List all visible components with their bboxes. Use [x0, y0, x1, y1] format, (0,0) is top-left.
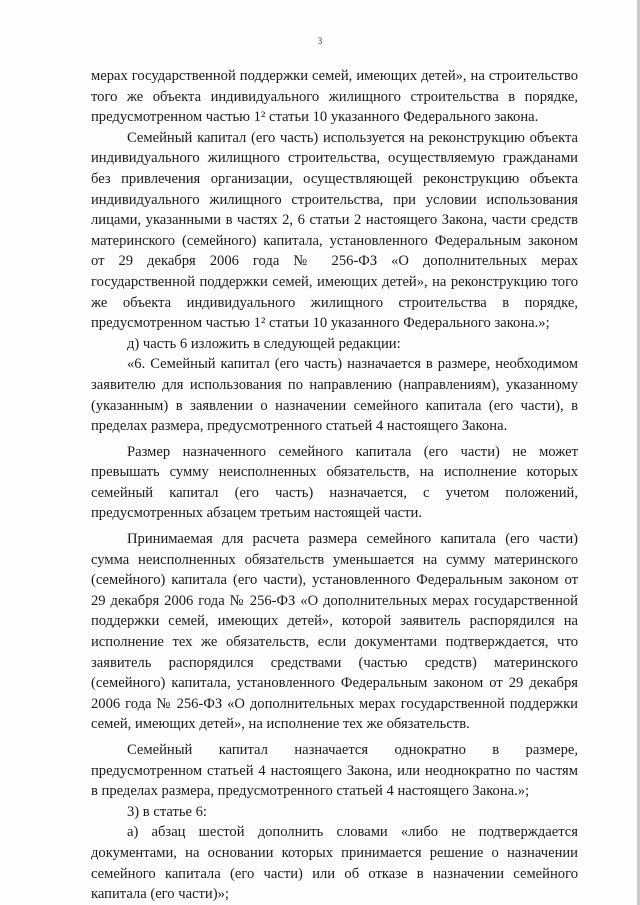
paragraph-reconstruction: Семейный капитал (его часть) используется на реконструкцию объекта индивидуального жилищного строительства, осуществляемую гражданами без привлечения организации, осуществляющей реконструкцию объекта индивидуального жилищного строительства, при условии использования лицами, указанными в частях 2, 6 статьи 2 настоящего Закона, части средств материнского (семейного) капитала, установленного Федеральным законом от 29 декабря 2006 года № 256-ФЗ «О дополнительных мерах государственной поддержки семей, имеющих детей», на реконструкцию того же объекта индивидуального жилищного строительства в порядке, предусмотренном частью 1² статьи 10 указанного Федерального закона.»;: [91, 129, 578, 332]
paragraph-obligations: Принимаемая для расчета размера семейного капитала (его части) сумма неисполненных обязательств уменьшается на сумму материнского (семейного) капитала (его части), установленного Федеральным законом от 29 декабря 2006 года № 256-ФЗ «О дополнительных мерах государственной поддержки семей, имеющих детей», которой заявитель распорядился на исполнение тех же обязательств, если документами подтверждается, что заявитель распорядился средствами (частью средств) материнского (семейного) капитала, установленного Федеральным законом от 29 декабря 2006 года № 256-ФЗ «О дополнительных мерах государственной поддержки семей, имеющих детей», на исполнение тех же обязательств.: [91, 531, 578, 733]
paragraph-amount-limit: Размер назначенного семейного капитала (его части) не может превышать сумму неисполненных обязательств, на исполнение которых семейный капитал (его часть) назначается, с учетом положений, предусмотренных абзацем третьим настоящей части.: [91, 443, 578, 522]
paragraph-continuation: мерах государственной поддержки семей, имеющих детей», на строительство того же объекта индивидуального жилищного строительства в порядке, предусмотренном частью 1² статьи 10 указанного Федерального закона.: [91, 68, 578, 126]
page-number: 3: [317, 36, 323, 46]
paragraph-article-6: 3) в статье 6:: [127, 803, 207, 820]
paragraph-item-a: а) абзац шестой дополнить словами «либо не подтверждается документами, на основании которых принимается решение о назначении семейного капитала (его части) или об отказе в назначении семейного капитала (его части)»;: [91, 824, 578, 903]
document-body: [91, 66, 578, 905]
paragraph-part-6: «6. Семейный капитал (его часть) назначается в размере, необходимом заявителю для использования по направлению (направлениям), указанному (указанным) в заявлении о назначении семейного капитала (его части), в пределах размера, предусмотренного статьей 4 настоящего Закона.: [91, 356, 578, 435]
paragraph-assignment: Семейный капитал назначается однократно в размере, предусмотренном статьей 4 настоящего Закона, или неоднократно по частям в пределах размера, предусмотренного статьей 4 настоящего Закона.»;: [91, 742, 578, 800]
paragraph-item-d: д) часть 6 изложить в следующей редакции:: [127, 335, 401, 352]
